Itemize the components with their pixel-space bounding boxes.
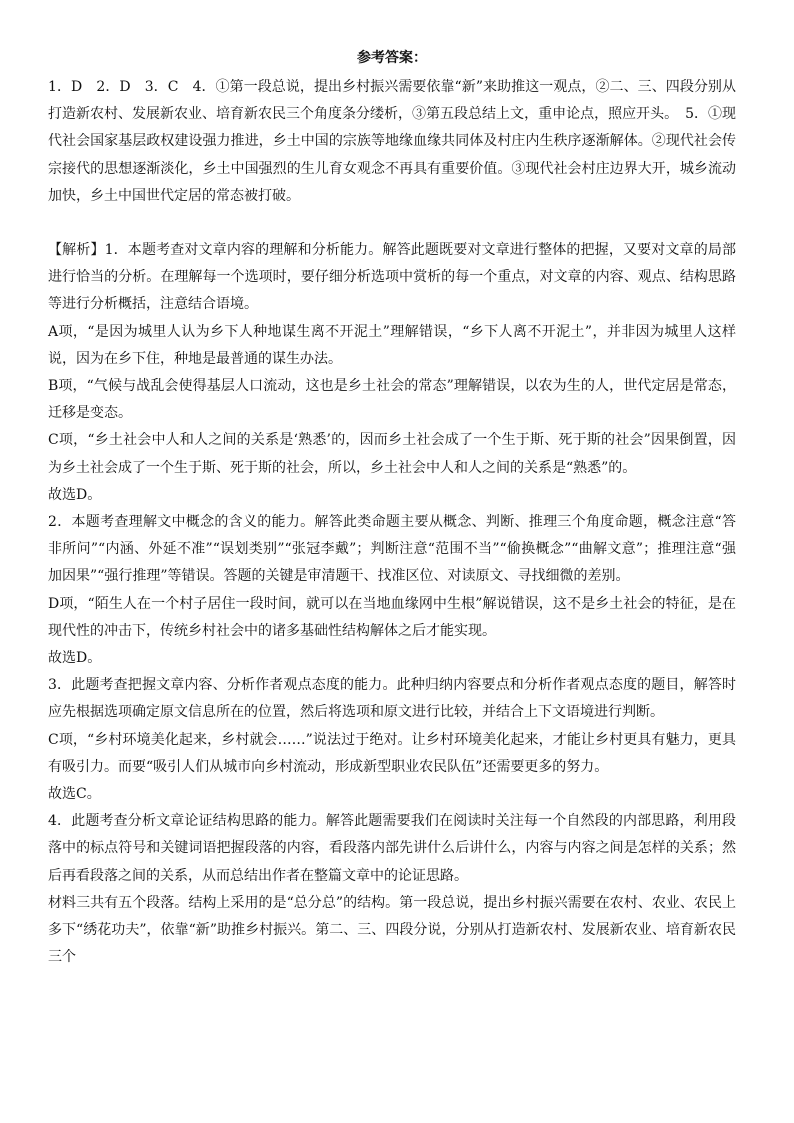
- analysis-q3-intro: 3．此题考查把握文章内容、分析作者观点态度的能力。此种归纳内容要点和分析作者观点态度的题目，解答时应先根据选项确定原文信息所在的位置，然后将选项和原文进行比较，并结合上下文语境进行判断。: [48, 677, 736, 721]
- analysis-q1-option-c: C项，“乡土社会中人和人之间的关系是‘熟悉’的，因而乡土社会成了一个生于斯、死于斯的社会”因果倒置，因为乡土社会成了一个生于斯、死于斯的社会，所以，乡土社会中人和人之间的关系是“熟悉”的。: [48, 432, 736, 476]
- answer-summary: 1．D 2．D 3．C 4．①第一段总说，提出乡村振兴需要依靠“新”来助推这一观点，②二、三、四段分别从打造新农村、发展新农业、培育新农民三个角度条分缕析，③第五段总结上文，重申论点，照应开头。 5．①现代社会国家基层政权建设强力推进，乡土中国的宗族等地缘血缘共同体及村庄内生秩序逐渐解体。②现代社会传宗接代的思想逐渐淡化，乡土中国强烈的生儿育女观念不再具有重要价值。③现代社会村庄边界大开，城乡流动加快，乡土中国世代定居的常态被打破。: [48, 79, 736, 204]
- analysis-q1-option-b: B项，“气候与战乱会使得基层人口流动，这也是乡土社会的常态”理解错误，以农为生的人，世代定居是常态，迁移是变态。: [48, 378, 736, 422]
- analysis-q4-intro: 4．此题考查分析文章论证结构思路的能力。解答此题需要我们在阅读时关注每一个自然段的内部思路，利用段落中的标点符号和关键词语把握段落的内容，看段落内部先讲什么后讲什么，内容与内容之间是怎样的关系；然后再看段落之间的关系，从而总结出作者在整篇文章中的论证思路。: [48, 813, 736, 884]
- analysis-q2-answer: 故选D。: [48, 650, 102, 667]
- analysis-q3-option-c: C项，“乡村环境美化起来，乡村就会……”说法过于绝对。让乡村环境美化起来，才能让乡村更具有魅力，更具有吸引力。而要“吸引人们从城市向乡村流动，形成新型职业农民队伍”还需要更多的努力。: [48, 731, 736, 775]
- analysis-q1-option-a: A项，“是因为城里人认为乡下人种地谋生离不开泥土”理解错误，“乡下人离不开泥土”，并非因为城里人这样说，因为在乡下住，种地是最普通的谋生办法。: [48, 323, 736, 367]
- analysis-q3-answer: 故选C。: [48, 786, 101, 803]
- analysis-q2-option-d: D项，“陌生人在一个村子居住一段时间，就可以在当地血缘网中生根”解说错误，这不是乡土社会的特征，是在现代性的冲击下，传统乡村社会中的诸多基础性结构解体之后才能实现。: [48, 595, 736, 639]
- blank-line: [48, 210, 736, 237]
- analysis-q1-intro: 【解析】1．本题考查对文章内容的理解和分析能力。解答此题既要对文章进行整体的把握，又要对文章的局部进行恰当的分析。在理解每一个选项时，要仔细分析选项中赏析的每一个重点，对文章的内容、观点、结构思路等进行分析概括，注意结合语境。: [48, 242, 736, 313]
- analysis-q4-structure: 材料三共有五个段落。结构上采用的是“总分总”的结构。第一段总说，提出乡村振兴需要在农村、农业、农民上多下“绣花功夫”，依靠“新”助推乡村振兴。第二、三、四段分说，分别从打造新农村、发展新农业、培育新农民三个: [48, 894, 736, 966]
- analysis-q1-answer: 故选D。: [48, 486, 102, 503]
- page-title: 参考答案：: [357, 50, 427, 66]
- analysis-q2-intro: 2．本题考查理解文中概念的含义的能力。解答此类命题主要从概念、判断、推理三个角度命题，概念注意“答非所问”“内涵、外延不准”“误划类别”“张冠李戴”；判断注意“范围不当”“偷换概念”“曲解文意”；推理注意“强加因果”“强行推理”等错误。答题的关键是审清题干、找准区位、对读原文、寻找细微的差别。: [48, 514, 736, 585]
